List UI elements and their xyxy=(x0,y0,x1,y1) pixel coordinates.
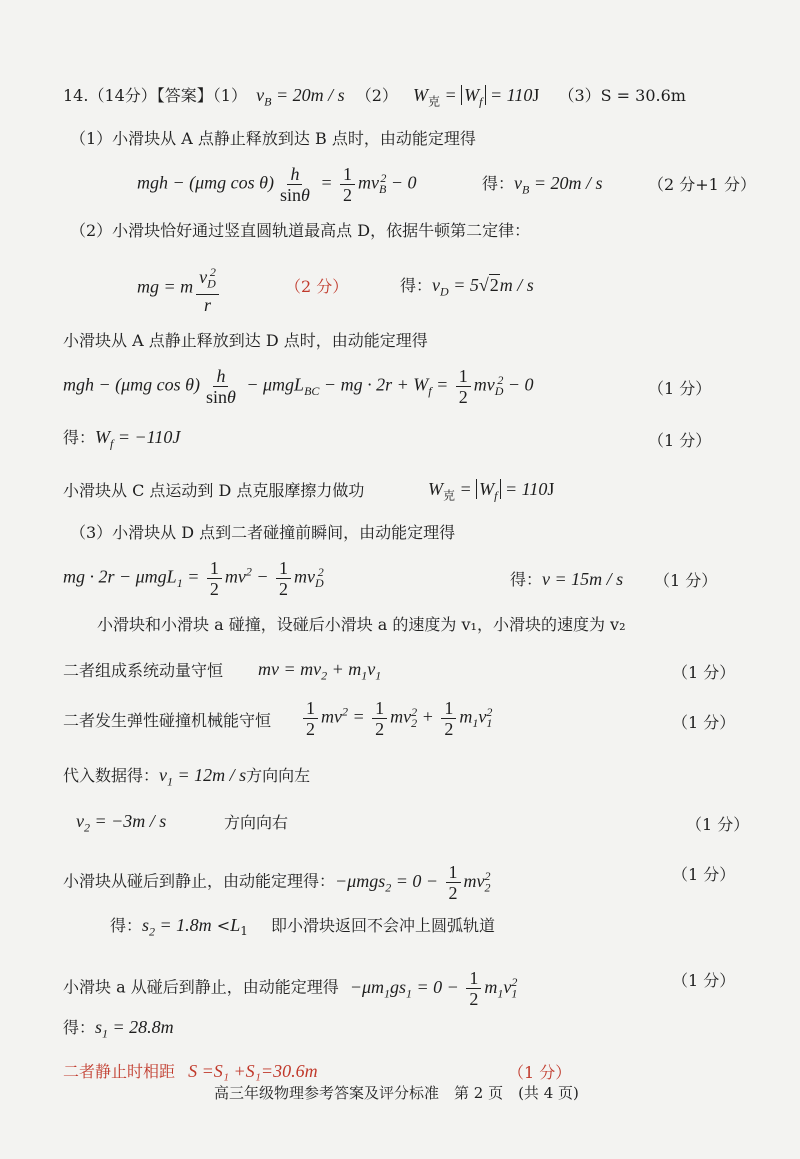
equation-momentum: mv = $mv_2 + m_1v_1$ xyxy=(258,659,382,683)
result-s1: 得：$s_1 = 28.8m$ xyxy=(63,1017,174,1041)
answer-header xyxy=(63,84,686,113)
text-line: （1）小滑块从 A 点静止释放到达 B 点时，由动能定理得 xyxy=(70,129,476,148)
equation-work: $W_克 = W_f = 110J$ xyxy=(428,479,555,503)
direction: 方向向左 xyxy=(246,766,311,785)
page-footer: 高三年级物理参考答案及评分标准 第 2 页 (共 4 页) xyxy=(214,1084,579,1102)
score: （1 分） xyxy=(672,663,736,682)
conclusion: 即小滑块返回不会冲上圆弧轨道 xyxy=(270,916,495,935)
label: 代入数据得： xyxy=(63,766,160,785)
text-line: 小滑块从 C 点运动到 D 点克服摩擦力做功 xyxy=(63,481,365,500)
label: 小滑块 a 从碰后到静止，由动能定理得 xyxy=(63,977,339,997)
text-line: 二者发生弹性碰撞机械能守恒 xyxy=(63,711,272,730)
answer-s: （3）S = 30.6m xyxy=(558,86,686,105)
score: （1 分） xyxy=(672,971,736,990)
equation-v2: $v_2 = -3m / s$ xyxy=(76,811,167,835)
text-line: 小滑块从 A 点静止释放到达 D 点时，由动能定理得 xyxy=(63,331,428,350)
equation-energy-elastic: $\frac{1}{2}$ $mv^2$ = $\frac{1}{2}$ $mv_2^2$ + $\frac{1}{2}$ $m_1v_1^2$ xyxy=(300,698,492,739)
final-distance xyxy=(63,1060,318,1083)
text-line: 小滑块从碰后到静止，由动能定理得：−μmgs$_2$ = 0 − $\frac{1}{2}$ $mv_2^2$ xyxy=(63,862,491,903)
text-line: 小滑块 a 从碰后到静止，由动能定理得 $-\mu m_1gs_1 = 0$ − $\frac{1}{2}$ $m_1v_1^2$ xyxy=(63,968,518,1009)
answer-vb: $v_B = 20m / s$ xyxy=(256,85,345,109)
final-equation: S =S₁ +S₁=30.6m xyxy=(188,1061,318,1081)
score: （2 分） xyxy=(285,277,349,296)
score: （1 分） xyxy=(672,713,736,732)
score: （1 分） xyxy=(686,815,750,834)
score: （1 分） xyxy=(654,571,718,590)
result-vb: 得：$v_B = 20m / s$ xyxy=(482,173,603,197)
text-line: （3）小滑块从 D 点到二者碰撞前瞬间，由动能定理得 xyxy=(70,523,456,542)
score: （1 分） xyxy=(648,431,712,450)
answer-work: $W_克 = W_f = 110J$ xyxy=(413,85,540,109)
score: （1 分） xyxy=(508,1063,572,1082)
label: 小滑块从碰后到静止，由动能定理得： xyxy=(63,871,336,891)
equation-energy-ad: mgh − (μmg cos θ) $\frac{h}{\sin\theta}$ − μmgL$_{BC}$ − mg · $2r + W_f$ = $\frac{1}{2}$ $mv_D^2 - 0$ xyxy=(63,366,534,407)
result-vd: 得：$v_D = 5√2m / s$ xyxy=(400,275,534,299)
part2-label: （2） xyxy=(355,86,398,105)
label: 二者静止时相距 xyxy=(63,1062,176,1081)
score: （2 分+1 分） xyxy=(648,175,756,194)
result-v: 得：v = 15m / s xyxy=(510,569,624,589)
direction: 方向向右 xyxy=(224,813,289,832)
text-line: （2）小滑块恰好通过竖直圆轨道最高点 D，依据牛顿第二定律： xyxy=(70,221,531,240)
score: （1 分） xyxy=(672,865,736,884)
text-line: 小滑块和小滑块 a 碰撞，设碰后小滑块 a 的速度为 v₁，小滑块的速度为 v₂ xyxy=(97,615,626,634)
equation-energy-ab: mgh − (μmg cos θ) $\frac{h}{\sin\theta}$ = $\frac{1}{2}$ $mv_B^2 - 0$ xyxy=(137,164,417,205)
text-line: 二者组成系统动量守恒 xyxy=(63,661,224,680)
text-line: 得：$s_2 = 1.8m <L_1$ 即小滑块返回不会冲上圆弧轨道 xyxy=(110,915,495,939)
equation-energy-d: mg · 2r − μmgL$_1$ = $\frac{1}{2}$ $mv^2$ − $\frac{1}{2}$ $mv_D^2$ xyxy=(63,558,324,599)
result-wf: 得：$W_f = -110J$ xyxy=(63,427,181,451)
equation-newton: mg = m $\frac{v_D^2}{r}$ xyxy=(137,262,222,315)
text-line: 代入数据得：$v_1 = 12m / s$方向向左 xyxy=(63,765,311,789)
question-label: 14.（14分）【答案】（1） xyxy=(63,86,247,105)
label: 得： xyxy=(110,916,143,935)
score: （1 分） xyxy=(648,379,712,398)
